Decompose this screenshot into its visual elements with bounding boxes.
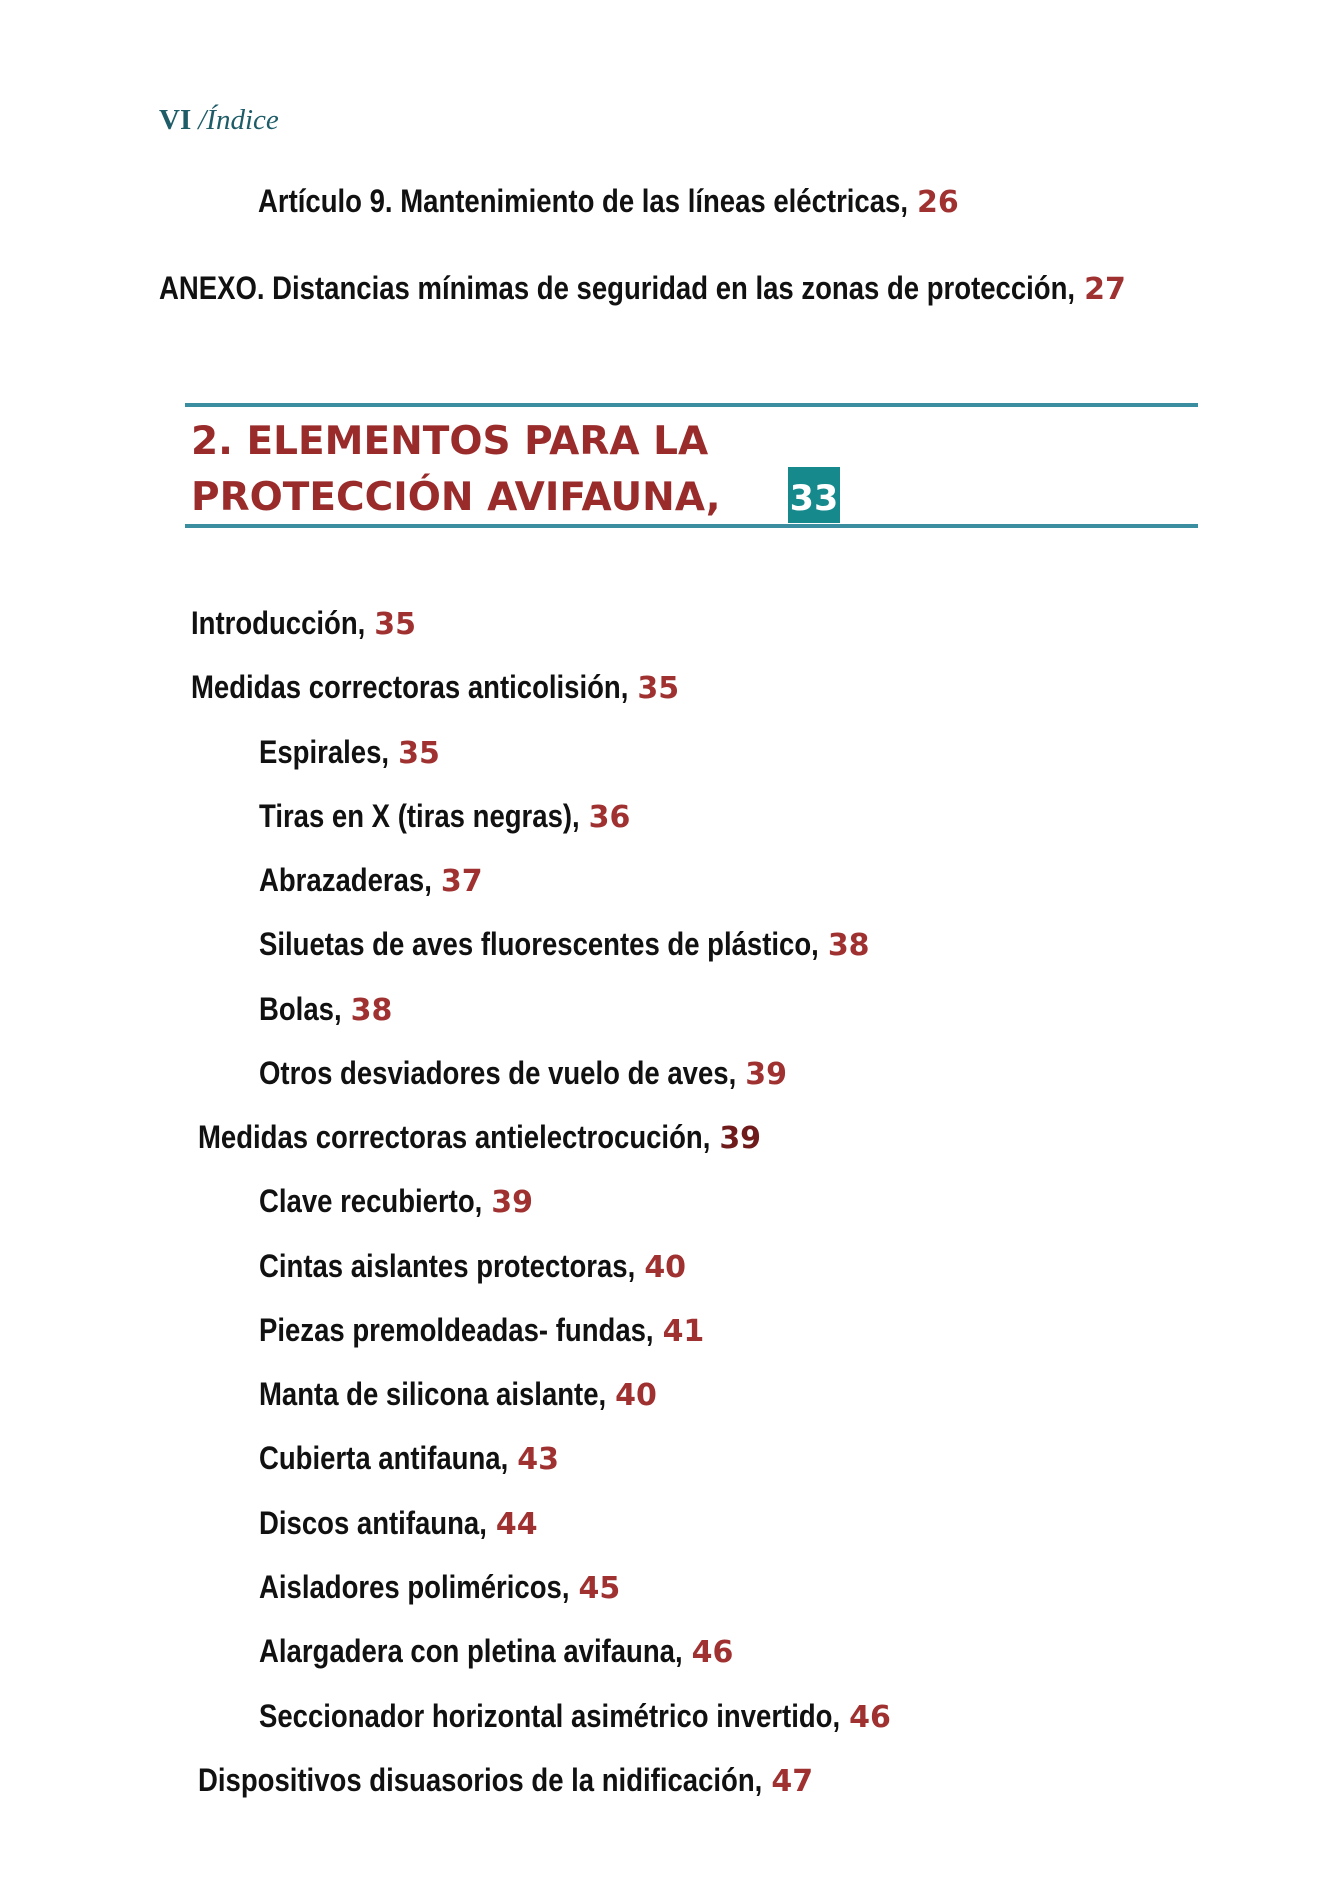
toc-page-number: 39 xyxy=(491,1185,534,1221)
toc-entry-label: Aisladores poliméricos, xyxy=(259,1568,570,1605)
toc-entry xyxy=(258,169,959,233)
toc-entry-label: Otros desviadores de vuelo de aves, xyxy=(259,1054,737,1091)
toc-subentry xyxy=(0,1298,1339,1362)
toc-page-number: 27 xyxy=(1084,272,1126,307)
toc-entry-label: Introducción, xyxy=(191,605,366,641)
toc-page-number: 46 xyxy=(849,1699,891,1735)
toc-entry-label: Clave recubierto, xyxy=(259,1183,483,1220)
toc-page-number: 45 xyxy=(578,1570,621,1606)
toc-entry-label: Espirales, xyxy=(259,733,390,770)
toc-subentry xyxy=(0,848,1339,912)
section-rule-bottom xyxy=(185,524,1198,528)
toc-entry-label: Cintas aislantes protectoras, xyxy=(259,1247,636,1284)
toc-entry xyxy=(0,1105,1339,1169)
toc-subentry xyxy=(0,1619,1339,1683)
toc-entry-label: Cubierta antifauna, xyxy=(259,1440,509,1477)
toc-subentry xyxy=(0,1684,1339,1748)
toc-page-number: 36 xyxy=(588,799,631,835)
toc-page-number: 44 xyxy=(495,1506,538,1542)
toc-entry-label: Alargadera con pletina avifauna, xyxy=(259,1633,683,1670)
toc-subentry xyxy=(0,912,1339,976)
toc-entry-label: Tiras en X (tiras negras), xyxy=(259,797,580,834)
section-rule-top xyxy=(185,403,1198,407)
header-volume: VI xyxy=(159,104,192,136)
toc-entry-label: Siluetas de aves fluorescentes de plástico, xyxy=(259,926,819,963)
toc-page-number: 40 xyxy=(615,1378,657,1414)
toc-entry-label: Dispositivos disuasorios de la nidificación, xyxy=(198,1761,763,1798)
toc-entry-label: Artículo 9. Mantenimiento de las líneas eléctricas, xyxy=(258,183,908,219)
toc-page-number: 37 xyxy=(440,864,483,900)
section-title-line1: 2. ELEMENTOS PARA LA xyxy=(191,419,709,464)
toc-subentry xyxy=(0,1555,1339,1619)
toc-entry xyxy=(159,256,1126,320)
toc-entry-label: Discos antifauna, xyxy=(259,1504,487,1541)
toc-entry xyxy=(0,655,1339,719)
toc-subentry xyxy=(0,1491,1339,1555)
toc-page-number: 38 xyxy=(350,992,393,1028)
toc-subentry xyxy=(0,1426,1339,1490)
toc-page-number: 47 xyxy=(771,1763,814,1799)
toc-page-number: 38 xyxy=(827,928,870,964)
toc-page-number: 41 xyxy=(662,1313,705,1349)
toc-page-number: 26 xyxy=(916,185,959,220)
toc-entry-label: Medidas correctoras antielectrocución, xyxy=(198,1119,711,1156)
toc-page-number: 46 xyxy=(691,1635,734,1671)
toc-entry-label: Abrazaderas, xyxy=(259,862,432,899)
toc-page-number: 39 xyxy=(745,1056,787,1092)
section-page-badge: 33 xyxy=(788,467,840,523)
toc-page-number: 40 xyxy=(644,1249,687,1285)
toc-entry xyxy=(0,1748,1339,1812)
toc-subentry xyxy=(0,784,1339,848)
toc-subentry xyxy=(0,1169,1339,1233)
toc-page-number: 43 xyxy=(517,1442,559,1478)
toc-subentry xyxy=(0,1234,1339,1298)
toc-entry xyxy=(0,591,1339,655)
toc-subentry xyxy=(0,720,1339,784)
toc-subentry xyxy=(0,1041,1339,1105)
section-title-line2: PROTECCIÓN AVIFAUNA, xyxy=(191,475,721,520)
toc-entries-list xyxy=(0,591,1339,1812)
toc-entry-label: Manta de silicona aislante, xyxy=(259,1376,607,1413)
toc-page-number: 35 xyxy=(374,607,416,642)
toc-page-number: 35 xyxy=(637,671,680,707)
toc-entry-label: ANEXO. Distancias mínimas de seguridad en las zonas de protección, xyxy=(159,270,1076,306)
toc-subentry xyxy=(0,977,1339,1041)
toc-entry-label: Piezas premoldeadas- fundas, xyxy=(259,1311,654,1348)
running-header xyxy=(159,105,279,135)
toc-subentry xyxy=(0,1362,1339,1426)
toc-entry-label: Medidas correctoras anticolisión, xyxy=(191,669,629,706)
toc-entry-label: Bolas, xyxy=(259,990,342,1027)
toc-entry-label: Seccionador horizontal asimétrico invertido, xyxy=(259,1697,841,1734)
header-title: /Índice xyxy=(198,104,279,136)
toc-page-number: 35 xyxy=(398,735,440,771)
toc-page-number: 39 xyxy=(719,1121,762,1157)
